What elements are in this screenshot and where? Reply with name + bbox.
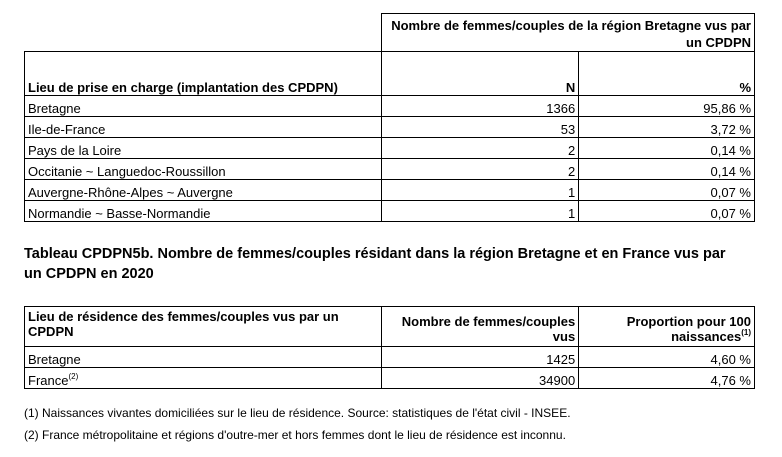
cell-n: 2 bbox=[382, 138, 579, 159]
column-header-pct: % bbox=[579, 52, 755, 96]
column-header-n: N bbox=[382, 52, 579, 96]
cell-place: Occitanie ~ Languedoc-Roussillon bbox=[25, 159, 382, 180]
cell-place: Bretagne bbox=[25, 96, 382, 117]
cell-place: Normandie ~ Basse-Normandie bbox=[25, 201, 382, 222]
table-row bbox=[25, 347, 755, 368]
footnote-ref: (1) bbox=[741, 328, 751, 337]
table-cpdpn-residence bbox=[24, 306, 755, 389]
cell-pct: 0,07 % bbox=[579, 180, 755, 201]
cell-n: 1425 bbox=[382, 347, 579, 368]
table-row bbox=[25, 180, 755, 201]
table-row bbox=[25, 201, 755, 222]
cell-place: Auvergne-Rhône-Alpes ~ Auvergne bbox=[25, 180, 382, 201]
cell-pct: 0,07 % bbox=[579, 201, 755, 222]
table-row bbox=[25, 138, 755, 159]
footnote-ref: (2) bbox=[68, 372, 79, 381]
cell-proportion: 4,60 % bbox=[579, 347, 755, 368]
column-header-place: Lieu de prise en charge (implantation des CPDPN) bbox=[25, 52, 382, 96]
cell-n: 53 bbox=[382, 117, 579, 138]
cell-place: Bretagne bbox=[25, 347, 382, 368]
column-header-place: Lieu de résidence des femmes/couples vus par un CPDPN bbox=[25, 307, 382, 347]
header-group-label: Nombre de femmes/couples de la région Bretagne vus par un CPDPN bbox=[382, 14, 755, 52]
table-row bbox=[25, 117, 755, 138]
column-header-proportion: Proportion pour 100 naissances$^{(1)}$ bbox=[579, 307, 755, 347]
cell-n: 2 bbox=[382, 159, 579, 180]
cell-n: 1 bbox=[382, 180, 579, 201]
cell-n: 34900 bbox=[382, 368, 579, 389]
table-row bbox=[25, 368, 755, 389]
table-row bbox=[25, 96, 755, 117]
cell-pct: 95,86 % bbox=[579, 96, 755, 117]
cell-pct: 0,14 % bbox=[579, 138, 755, 159]
cell-place: France$^{(2)}$ bbox=[25, 368, 382, 389]
cell-place: Pays de la Loire bbox=[25, 138, 382, 159]
cell-proportion: 4,76 % bbox=[579, 368, 755, 389]
footnote-1: (1) Naissances vivantes domiciliées sur le lieu de résidence. Source: statistiques de l'état civil - INSEE. bbox=[24, 406, 571, 420]
cell-n: 1366 bbox=[382, 96, 579, 117]
footnote-2: (2) France métropolitaine et régions d'outre-mer et hors femmes dont le lieu de résidence est inconnu. bbox=[24, 428, 566, 442]
column-header-n: Nombre de femmes/couples vus bbox=[382, 307, 579, 347]
cell-pct: 3,72 % bbox=[579, 117, 755, 138]
table-title: Tableau CPDPN5b. Nombre de femmes/couples résidant dans la région Bretagne et en France vus par un CPDPN en 2020 bbox=[24, 246, 726, 282]
cell-n: 1 bbox=[382, 201, 579, 222]
cell-pct: 0,14 % bbox=[579, 159, 755, 180]
table-cpdpn-prise-en-charge bbox=[24, 13, 755, 222]
cell-place: Ile-de-France bbox=[25, 117, 382, 138]
table-row bbox=[25, 159, 755, 180]
